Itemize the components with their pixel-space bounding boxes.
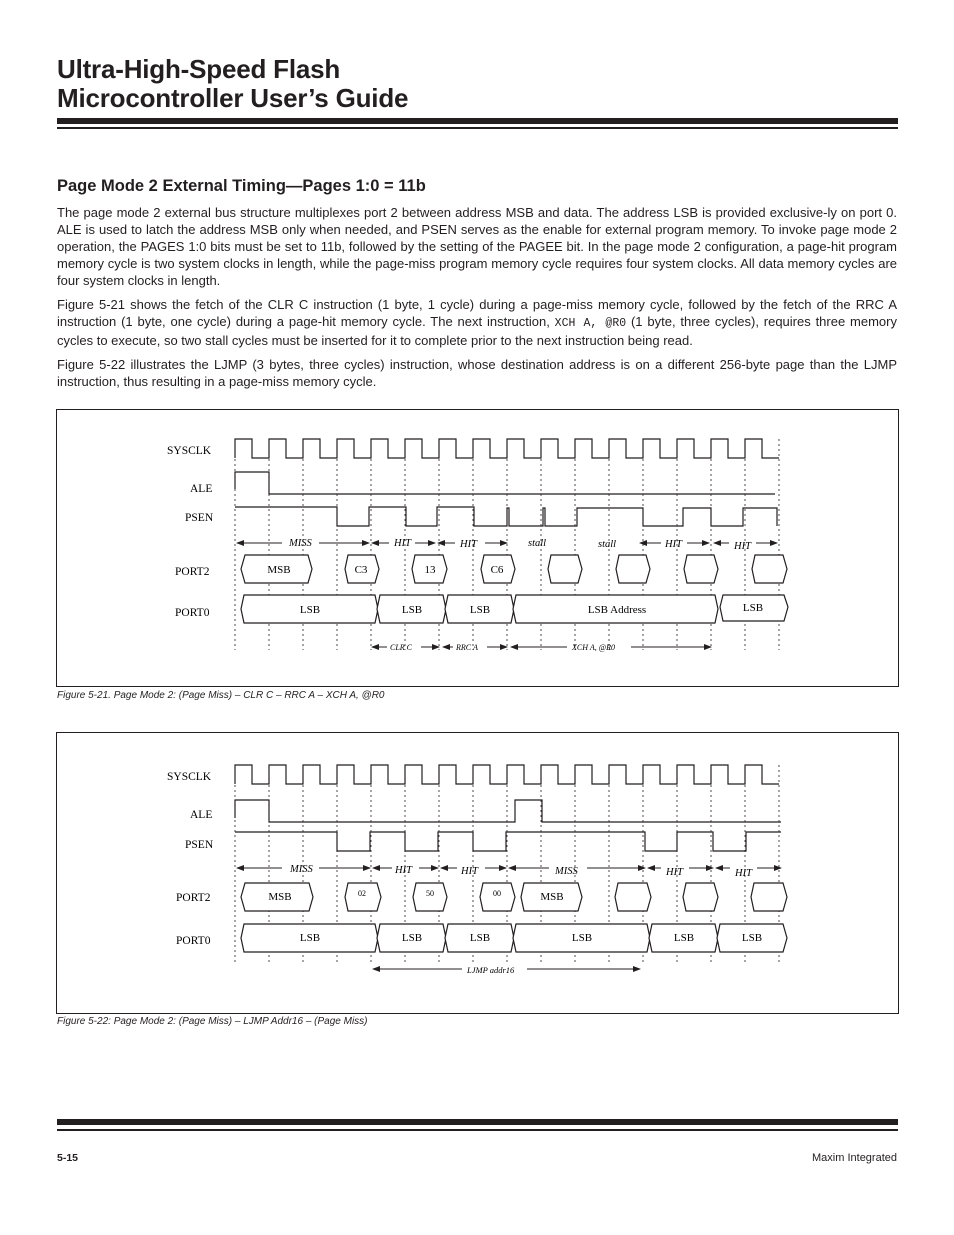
port0-value-lsb-5: LSB [673, 932, 695, 944]
port0-value-lsb-3: LSB [469, 932, 491, 944]
port2-box [684, 555, 718, 583]
port2-value-msb-2: MSB [540, 891, 564, 903]
page-title [57, 55, 408, 113]
cycle-label-hit-4: HIT [735, 868, 752, 879]
cycle-label-miss: MISS [289, 538, 312, 549]
cycle-label-hit-3: HIT [665, 539, 682, 550]
cycle-label-miss-1: MISS [290, 864, 313, 875]
header-rule-thick [57, 118, 898, 124]
port2-value-c3: C3 [354, 564, 368, 576]
header-rule-thin [57, 127, 898, 129]
port2-value-c6: C6 [490, 564, 504, 576]
figure-caption-1: Figure 5-21. Page Mode 2: (Page Miss) – CLR C – RRC A – XCH A, @R0 [57, 690, 385, 701]
port0-value-lsb-2: LSB [401, 932, 423, 944]
instruction-label-clr-c: CLR C [390, 643, 413, 652]
sysclk-waveform [235, 439, 779, 458]
inline-code: XCH A, @R0 [554, 317, 627, 330]
port0-value-lsb-6: LSB [741, 932, 763, 944]
ale-waveform [235, 800, 781, 822]
page-number: 5-15 [57, 1152, 79, 1164]
cycle-label-hit-1: HIT [394, 538, 411, 549]
title-line-1: Ultra-High-Speed Flash [57, 54, 341, 84]
port2-box [616, 555, 650, 583]
port2-box [751, 883, 787, 911]
port0-value-lsb-4: LSB [571, 932, 593, 944]
port0-value-lsb-address: LSB Address [587, 604, 647, 616]
instruction-label-ljmp: LJMP addr16 [467, 965, 515, 975]
signal-label-psen: PSEN [185, 839, 214, 851]
timing-diagram-2 [57, 733, 898, 1013]
footer-rule-thin [57, 1129, 898, 1131]
figure-caption-2: Figure 5-22: Page Mode 2: (Page Miss) – LJMP Addr16 – (Page Miss) [57, 1016, 368, 1027]
signal-label-sysclk: SYSCLK [167, 445, 212, 457]
signal-label-ale: ALE [190, 809, 213, 821]
port0-value-lsb-2: LSB [401, 604, 423, 616]
signal-label-psen: PSEN [185, 512, 214, 524]
instruction-label-rrc-a: RRC A [456, 643, 478, 652]
cycle-label-stall-1: stall [528, 538, 547, 549]
cycle-label-hit-2: HIT [461, 866, 478, 877]
port0-value-lsb-1: LSB [299, 604, 321, 616]
port2-value-13: 13 [424, 564, 436, 576]
port0-value-lsb-3: LSB [469, 604, 491, 616]
footer-rule-thick [57, 1119, 898, 1125]
sysclk-waveform [235, 765, 779, 784]
figure-5-22 [56, 732, 899, 1014]
cycle-label-miss-2: MISS [555, 866, 578, 877]
port2-value-02: 02 [358, 889, 366, 898]
paragraph-2-b: (1 byte, three cycles), requires three memory cycles to execute, so two stall cycles must be inserted for it to complete prior to the next instruction being read. [57, 314, 897, 348]
cycle-label-hit-4: HIT [734, 541, 751, 552]
signal-label-port0: PORT0 [175, 607, 210, 619]
psen-waveform [235, 832, 781, 851]
signal-label-port2: PORT2 [176, 892, 211, 904]
paragraph-3: Figure 5-22 illustrates the LJMP (3 bytes, three cycles) instruction, whose destination address is on a different 256-byte page than the LJMP instruction, thus resulting in a page-miss memory cycle. [57, 357, 897, 389]
cycle-label-hit-2: HIT [460, 539, 477, 550]
body-text [57, 204, 897, 397]
title-line-2: Microcontroller User’s Guide [57, 83, 409, 113]
paragraph-1: The page mode 2 external bus structure multiplexes port 2 between address MSB and data. The address LSB is provided exclusive-ly on port 0. ALE is used to latch the address MSB only when needed, and PSEN serves as the enable for external program memory. To invoke page mode 2 operation, the PAGES 1:0 bits must be set to 11b, followed by the setting of the PAGEE bit. In the page mode 2 configuration, a page-hit program memory cycle is two system clocks in length, while the page-miss program memory cycle requires four system clocks. All data memory cycles are four system clocks in length. [57, 205, 897, 288]
port0-value-lsb-5: LSB [742, 602, 764, 614]
instruction-label-xch: XCH A, @R0 [572, 643, 615, 652]
port2-box [683, 883, 718, 911]
port2-box [615, 883, 651, 911]
signal-label-port2: PORT2 [175, 566, 210, 578]
port0-value-lsb-1: LSB [299, 932, 321, 944]
signal-label-sysclk: SYSCLK [167, 771, 212, 783]
cycle-label-stall-2: stall [598, 539, 617, 550]
port2-value-msb-1: MSB [268, 891, 292, 903]
psen-waveform [235, 507, 777, 526]
port2-box [548, 555, 582, 583]
ale-waveform [235, 472, 775, 494]
port2-value-00: 00 [493, 889, 501, 898]
port2-value-50: 50 [426, 889, 434, 898]
timing-diagram-1 [57, 410, 898, 686]
port2-value-msb: MSB [267, 564, 291, 576]
signal-label-ale: ALE [190, 483, 213, 495]
figure-5-21 [56, 409, 899, 687]
section-heading: Page Mode 2 External Timing—Pages 1:0 = 11b [57, 177, 426, 195]
cycle-label-hit-3: HIT [666, 867, 683, 878]
company-name: Maxim Integrated [812, 1152, 897, 1164]
cycle-label-hit-1: HIT [395, 865, 412, 876]
paragraph-2 [57, 296, 897, 349]
signal-label-port0: PORT0 [176, 935, 211, 947]
paragraph-2-a: Figure 5-21 shows the fetch of the CLR C instruction (1 byte, 1 cycle) during a page-miss memory cycle, followed by the fetch of the RRC A instruction (1 byte, one cycle) during a page-hit memory cycle. The next instruction, [57, 297, 897, 329]
port2-box [752, 555, 787, 583]
